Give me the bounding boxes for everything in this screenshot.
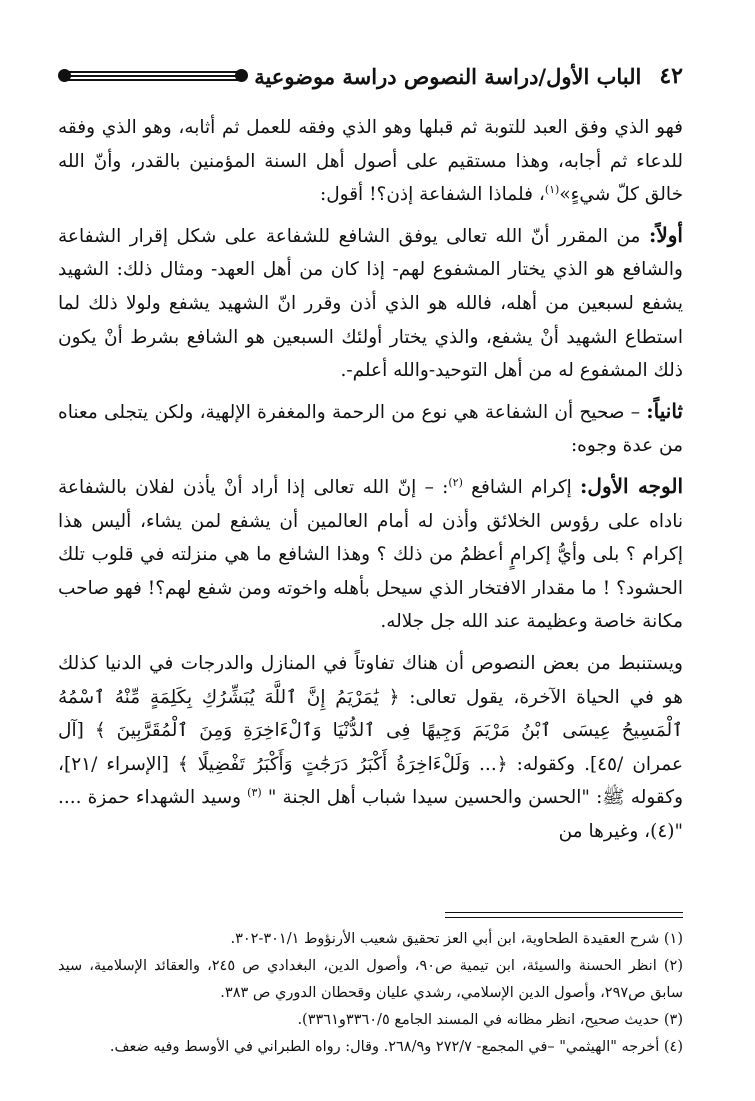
paragraph: فهو الذي وفق العبد للتوبة ثم قبلها وهو الذي وفقه للعمل ثم أثابه، وهو الذي وفقه للدعاء ثم أجابه، وهذا مستقيم على أصول أهل السنة المؤمنين بالقدر، وأنّ الله خالق كلّ شيءٍ»$^{(١)}$، فلماذا الشفاعة إذن؟! أقول:	[58, 117, 683, 206]
paragraph: ويستنبط من بعض النصوص أن هناك تفاوتاً في المنازل والدرجات في الدنيا كذلك هو في الحياة الآخرة، يقول تعالى: ﴿ يَٰمَرْيَمُ إِنَّ ٱللَّهَ يُبَشِّرُكِ بِكَلِمَةٍ مِّنْهُ ٱسْمُهُ ٱلْمَسِيحُ عِيسَى ٱبْنُ مَرْيَمَ وَجِيهًا فِى ٱلدُّنْيَا وَٱلْءَاخِرَةِ وَمِنَ ٱلْمُقَرَّبِينَ ﴾ [آل عمران /٤٥]. وكقوله: ﴿... وَلَلْءَاخِرَةُ أَكْبَرُ دَرَجَٰتٍ وَأَكْبَرُ تَفْضِيلًا ﴾ [الإسراء /٢١]، وكقوله ﷺ: "الحسن والحسين سيدا شباب أهل الجنة " $^{(٣)}$ وسيد الشهداء حمزة .... "(٤)، وغيرها من	[58, 652, 683, 842]
header-ornament-rule	[58, 70, 248, 82]
paragraph-lead: ثانياً:	[646, 398, 683, 423]
footnote: (٢) انظر الحسنة والسيئة، ابن تيمية ص٩٠، وأصول الدين، البغدادي ص ٢٤٥، والعقائد الإسلامية، سيد سابق ص٢٩٧، وأصول الدين الإسلامي، رشدي عليان وقحطان الدوري ص ٣٨٣.	[58, 958, 683, 1001]
footnote-ref: (٢)	[448, 475, 463, 489]
paragraph: الوجه الأول: إكرام الشافع $^{(٢)}$: – إنّ الله تعالى إذا أراد أنْ يأذن لفلان بالشفاعة ناداه على رؤوس الخلائق وأذن له أمام العالمين أن يشفع لمن يشاء، أليس هذا إكرام ؟ بلى وأيُّ إكرامٍ أعظمُ من ذلك ؟ وهذا الشافع ما هي منزلته في قلوب تلك الحشود؟ ! ما مقدار الافتخار الذي سيحل بأهله واخوته ومن شفع لهم؟! فهو صاحب مكانة خاصة وعظيمة عند الله جل جلاله.	[58, 473, 684, 633]
footnote-divider	[445, 912, 683, 913]
chapter-title: الباب الأول/دراسة النصوص دراسة موضوعية	[254, 63, 642, 89]
footnote-ref: (٣)	[247, 786, 262, 800]
main-text	[58, 110, 683, 855]
footnote: (١) شرح العقيدة الطحاوية، ابن أبي العز تحقيق شعيب الأرنؤوط ٣٠١/١-٣٠٢.	[230, 931, 683, 947]
page-number: ٤٢	[659, 63, 683, 89]
paragraph-lead: أولاً:	[648, 222, 683, 247]
paragraph: ثانياً: – صحيح أن الشفاعة هي نوع من الرحمة والمغفرة الإلهية، ولكن يتجلى معناه من عدة وجوه:	[58, 398, 683, 457]
footnote-ref: (١)	[544, 183, 560, 197]
paragraph-lead: الوجه الأول:	[580, 473, 684, 498]
footnotes	[58, 926, 683, 1061]
footnote: (٤) أخرجه "الهيثمي" –في المجمع- ٢٧٢/٧ و٢٦٨/٩. وقال: رواه الطبراني في الأوسط وفيه ضعف.	[109, 1039, 683, 1055]
page-header	[58, 58, 683, 94]
footnote: (٣) حديث صحيح، انظر مظانه في المسند الجامع ٣٣٦٠/٥و٣٣٦١).	[297, 1012, 683, 1028]
footnote-divider	[445, 917, 683, 918]
paragraph: أولاً: من المقرر أنّ الله تعالى يوفق الشافع للشفاعة على شكل إقرار الشفاعة والشافع هو الذي يختار المشفوع لهم- إذا كان من أهل العهد- ومثال ذلك: الشهيد يشفع لسبعين من أهله، فالله هو الذي أذن وقرر انّ الشهيد يشفع ولولا ذلك لما استطاع الشهيد أنْ يشفع، والذي يختار أولئك السبعين هو الشافع بشرط أنْ يكون ذلك المشفوع له من أهل التوحيد-والله أعلم-.	[58, 222, 683, 382]
